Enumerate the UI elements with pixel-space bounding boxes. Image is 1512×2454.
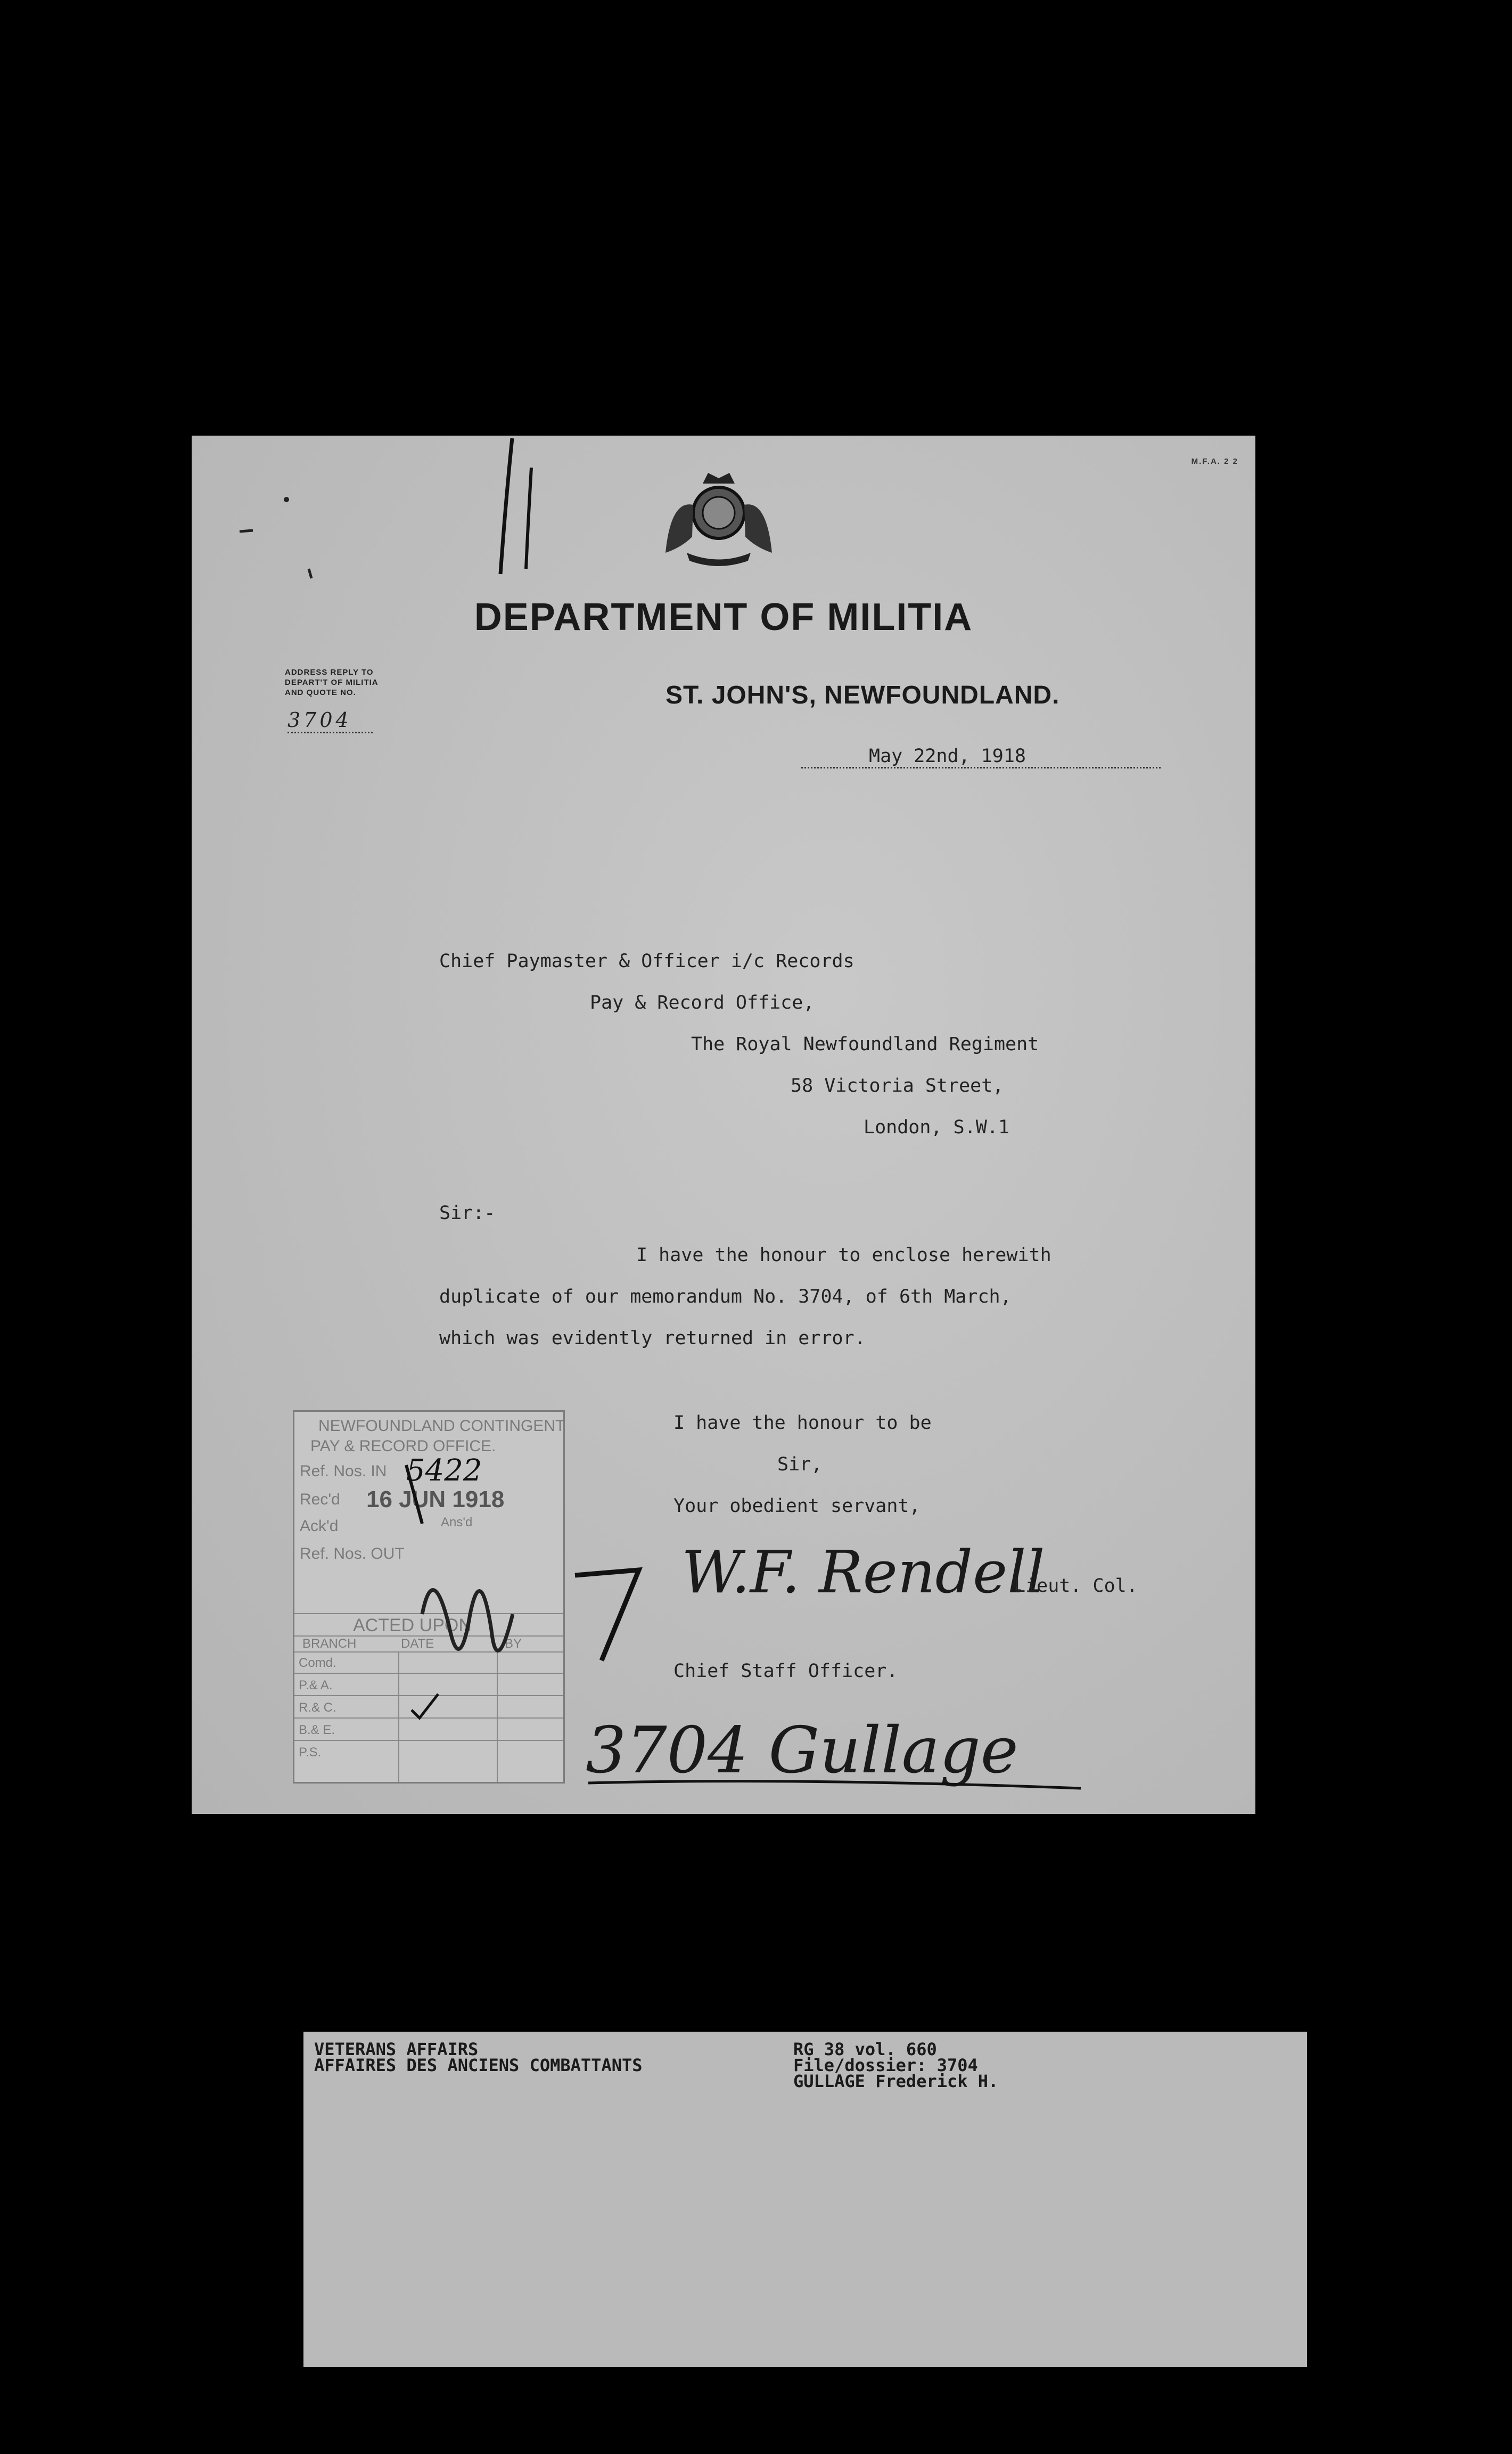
archive-card-line: VETERANS AFFAIRS	[314, 2039, 479, 2059]
department-heading: DEPARTMENT OF MILITIA	[474, 596, 973, 639]
staff-title: Chief Staff Officer.	[673, 1660, 898, 1682]
body-line: I have the honour to enclose herewith	[636, 1245, 1051, 1266]
salutation: Sir:-	[439, 1203, 496, 1224]
file-number: 3704	[287, 708, 373, 733]
rank: Lieut. Col.	[1014, 1575, 1138, 1597]
letter-page	[192, 436, 1255, 1814]
closing-line: Sir,	[777, 1454, 823, 1475]
royal-coat-of-arms-icon	[650, 468, 788, 569]
form-code: M.F.A. 2 2	[1191, 457, 1238, 466]
archive-card-line: GULLAGE Frederick H.	[793, 2071, 999, 2091]
recipient-line: The Royal Newfoundland Regiment	[691, 1034, 1039, 1055]
address-reply-line: ADDRESS REPLY TO	[285, 668, 374, 677]
stamp-recd-label: Rec'd	[300, 1491, 340, 1508]
stamp-ref-in-label: Ref. Nos. IN	[300, 1462, 387, 1480]
closing-line: Your obedient servant,	[673, 1495, 921, 1517]
letter-date: May 22nd, 1918	[869, 746, 1026, 767]
archive-card-line: RG 38 vol. 660	[793, 2039, 937, 2059]
stamp-row-label: P.S.	[299, 1745, 322, 1760]
recipient-line: 58 Victoria Street,	[791, 1075, 1004, 1097]
stamp-row-label: P.& A.	[299, 1678, 333, 1692]
stamp-ref-in-value: 5422	[406, 1453, 482, 1488]
address-reply-note	[285, 667, 379, 698]
receipt-stamp	[293, 1410, 565, 1784]
closing-line: I have the honour to be	[673, 1412, 932, 1434]
recipient-line: Pay & Record Office,	[590, 992, 815, 1013]
signature: W.F. Rendell	[681, 1538, 1045, 1606]
stamp-row-label: B.& E.	[299, 1723, 335, 1737]
archive-card-line: File/dossier: 3704	[793, 2055, 978, 2075]
archive-card	[303, 2032, 1307, 2367]
handwritten-marks-icon	[224, 436, 330, 585]
address-reply-line: AND QUOTE NO.	[285, 688, 356, 697]
body-line: duplicate of our memorandum No. 3704, of 6th March,	[439, 1286, 1012, 1307]
handwritten-seven-icon	[564, 1554, 650, 1671]
stamp-recd-date: 16 JUN 1918	[366, 1486, 505, 1512]
stamp-col-by: BY	[505, 1637, 522, 1651]
stamp-col-branch: BRANCH	[302, 1637, 357, 1651]
handwritten-stroke-icon	[479, 436, 543, 585]
city-heading: ST. JOHN'S, NEWFOUNDLAND.	[665, 681, 1060, 709]
stamp-ansd-label: Ans'd	[441, 1515, 473, 1529]
recipient-line: Chief Paymaster & Officer i/c Records	[439, 951, 854, 972]
stamp-row-label: R.& C.	[299, 1700, 336, 1715]
stamp-ackd-label: Ack'd	[300, 1517, 339, 1535]
body-line: which was evidently returned in error.	[439, 1328, 866, 1349]
address-reply-line: DEPART'T OF MILITIA	[285, 678, 379, 687]
stamp-handwritten-initials-icon	[390, 1454, 550, 1774]
stamp-ref-out-label: Ref. Nos. OUT	[300, 1545, 405, 1563]
stamp-col-date: DATE	[401, 1637, 434, 1651]
stamp-acted-upon: ACTED UPON	[353, 1615, 472, 1635]
archive-card-line: AFFAIRES DES ANCIENS COMBATTANTS	[314, 2055, 643, 2075]
stamp-line: NEWFOUNDLAND CONTINGENT	[318, 1417, 565, 1435]
recipient-line: London, S.W.1	[864, 1117, 1009, 1138]
handwritten-underline-icon	[586, 1767, 1086, 1799]
stamp-line: PAY & RECORD OFFICE.	[310, 1437, 496, 1455]
stamp-row-label: Comd.	[299, 1656, 336, 1670]
handwritten-file-note: 3704 Gullage	[586, 1714, 1018, 1788]
